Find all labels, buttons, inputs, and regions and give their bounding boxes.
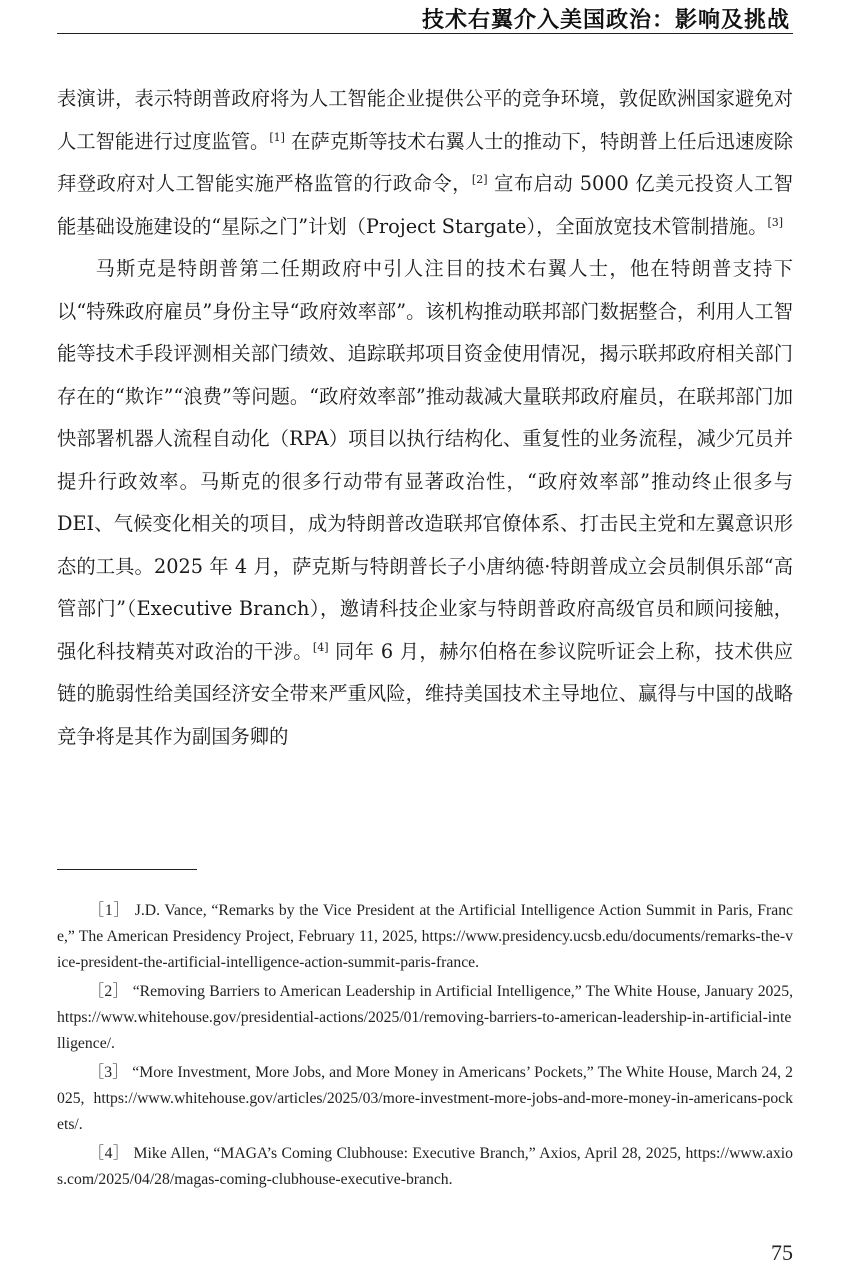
footnote-ref-3[interactable]: [3] [767,215,784,229]
footnote-4: ［4］ Mike Allen, “MAGA’s Coming Clubhouse: Executive Branch,” Axios, April 28, 2025, https://www.axios.com/2025/04/28/magas-coming-clubhouse-executive-branch. [57,1145,793,1188]
footnote-separator [57,869,197,870]
footnote-ref-2[interactable]: [2] [471,173,488,186]
body-text-run: 宣布启动 5000 亿美元投资人工智能基础设施建设的“星际之门”计划（Project Stargate），全面放宽技术管制措施。 [57,172,793,238]
body-text [57,78,793,758]
footnote-3: ［3］ “More Investment, More Jobs, and More Money in Americans’ Pockets,” The White House, March 24, 2025, https://www.whitehouse.gov/articles/2025/03/more-investment-more-jobs-and-more-money-in-americans-pockets/. [57,1064,793,1133]
header-rule [57,33,793,34]
body-text-run: 表演讲，表示特朗普政府将为人工智能企业提供公平的竞争环境，敦促欧洲国家避免对人工智能进行过度监管。 [57,87,793,153]
body-text-run: 马斯克是特朗普第二任期政府中引人注目的技术右翼人士，他在特朗普支持下以“特殊政府雇员”身份主导“政府效率部”。该机构推动联邦部门数据整合，利用人工智能等技术手段评测相关部门绩效、追踪联邦项目资金使用情况，揭示联邦政府相关部门存在的“欺诈”“浪费”等问题。“政府效率部”推动裁减大量联邦政府雇员，在联邦部门加快部署机器人流程自动化（RPA）项目以执行结构化、重复性的业务流程，减少冗员并提升行政效率。马斯克的很多行动带有显著政治性，“政府效率部”推动终止很多与 DEI、气候变化相关的项目，成为特朗普改造联邦官僚体系、打击民主党和左翼意识形态的工具。2025 年 4 月，萨克斯与特朗普长子小唐纳德·特朗普成立会员制俱乐部“高管部门”（Executive Branch），邀请科技企业家与特朗普政府高级官员和顾问接触，强化科技精英对政治的干涉。 [57,257,793,663]
body-paragraph-1 [57,78,793,248]
running-header-title: 技术右翼介入美国政治：影响及挑战 [421,8,790,33]
footnote-ref-4[interactable]: [4] [312,640,329,654]
body-text-run: 同年 6 月，赫尔伯格在参议院听证会上称，技术供应链的脆弱性给美国经济安全带来严重风险，维持美国技术主导地位、赢得与中国的战略竞争将是其作为副国务卿的 [57,639,794,748]
footnotes [57,898,793,1196]
page-number: 75 [771,1240,793,1265]
body-paragraph-2 [57,248,793,758]
footnote-1: ［1］ J.D. Vance, “Remarks by the Vice President at the Artificial Intelligence Action Summit in Paris, France,” The American Presidency Project, February 11, 2025, https://www.presidency.ucsb.edu/documents/remarks-the-vice-president-the-artificial-intelligence-action-summit-paris-france. [57,902,793,971]
footnote-ref-1[interactable]: [1] [269,130,285,144]
footnote-2: ［2］ “Removing Barriers to American Leadership in Artificial Intelligence,” The White House, January 2025, https://www.whitehouse.gov/presidential-actions/2025/01/removing-barriers-to-american-leadership-in-artificial-intelligence/. [57,983,793,1052]
body-text-run: 在萨克斯等技术右翼人士的推动下，特朗普上任后迅速废除拜登政府对人工智能实施严格监管的行政命令， [57,129,793,195]
